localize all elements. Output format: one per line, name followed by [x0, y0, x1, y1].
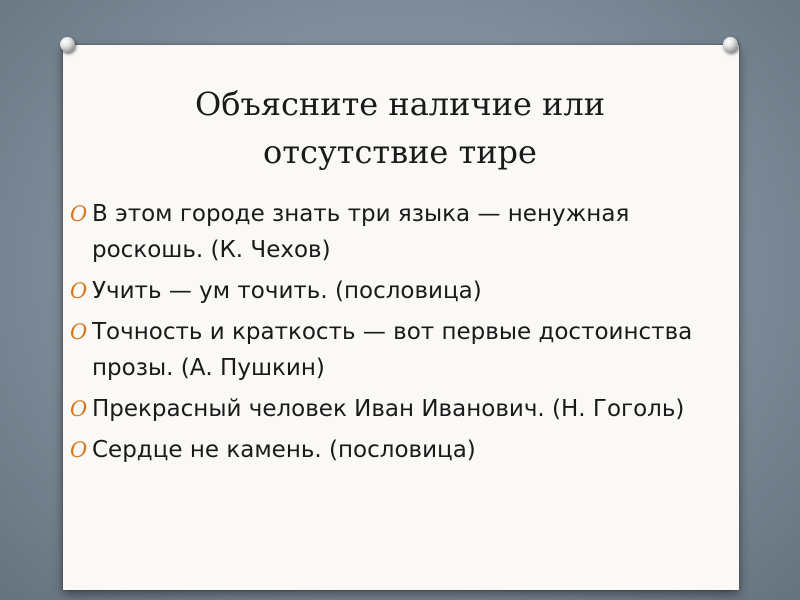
bullet-list: [70, 196, 730, 473]
bullet-marker-icon: O: [70, 279, 88, 303]
bullet-marker-icon: O: [70, 397, 88, 421]
list-item: [70, 391, 730, 427]
list-item: [70, 196, 730, 268]
bullet-text: Учить — ум точить. (пословица): [92, 278, 482, 304]
pushpin-icon: [60, 37, 75, 52]
slide-title: [0, 80, 800, 176]
title-line-2: отсутствие тире: [263, 133, 537, 171]
bullet-marker-icon: O: [70, 320, 88, 344]
bullet-marker-icon: O: [70, 202, 88, 226]
list-item: [70, 432, 730, 468]
list-item: [70, 314, 730, 386]
pushpin-icon: [723, 37, 738, 52]
list-item: [70, 273, 730, 309]
title-line-1: Объясните наличие или: [194, 85, 606, 123]
bullet-text: Сердце не камень. (пословица): [92, 437, 476, 463]
bullet-text: Точность и краткость — вот первые достоинства прозы. (А. Пушкин): [92, 319, 693, 381]
bullet-marker-icon: O: [70, 438, 88, 462]
bullet-text: Прекрасный человек Иван Иванович. (Н. Гоголь): [92, 396, 685, 422]
bullet-text: В этом городе знать три языка — ненужная роскошь. (К. Чехов): [92, 201, 630, 263]
